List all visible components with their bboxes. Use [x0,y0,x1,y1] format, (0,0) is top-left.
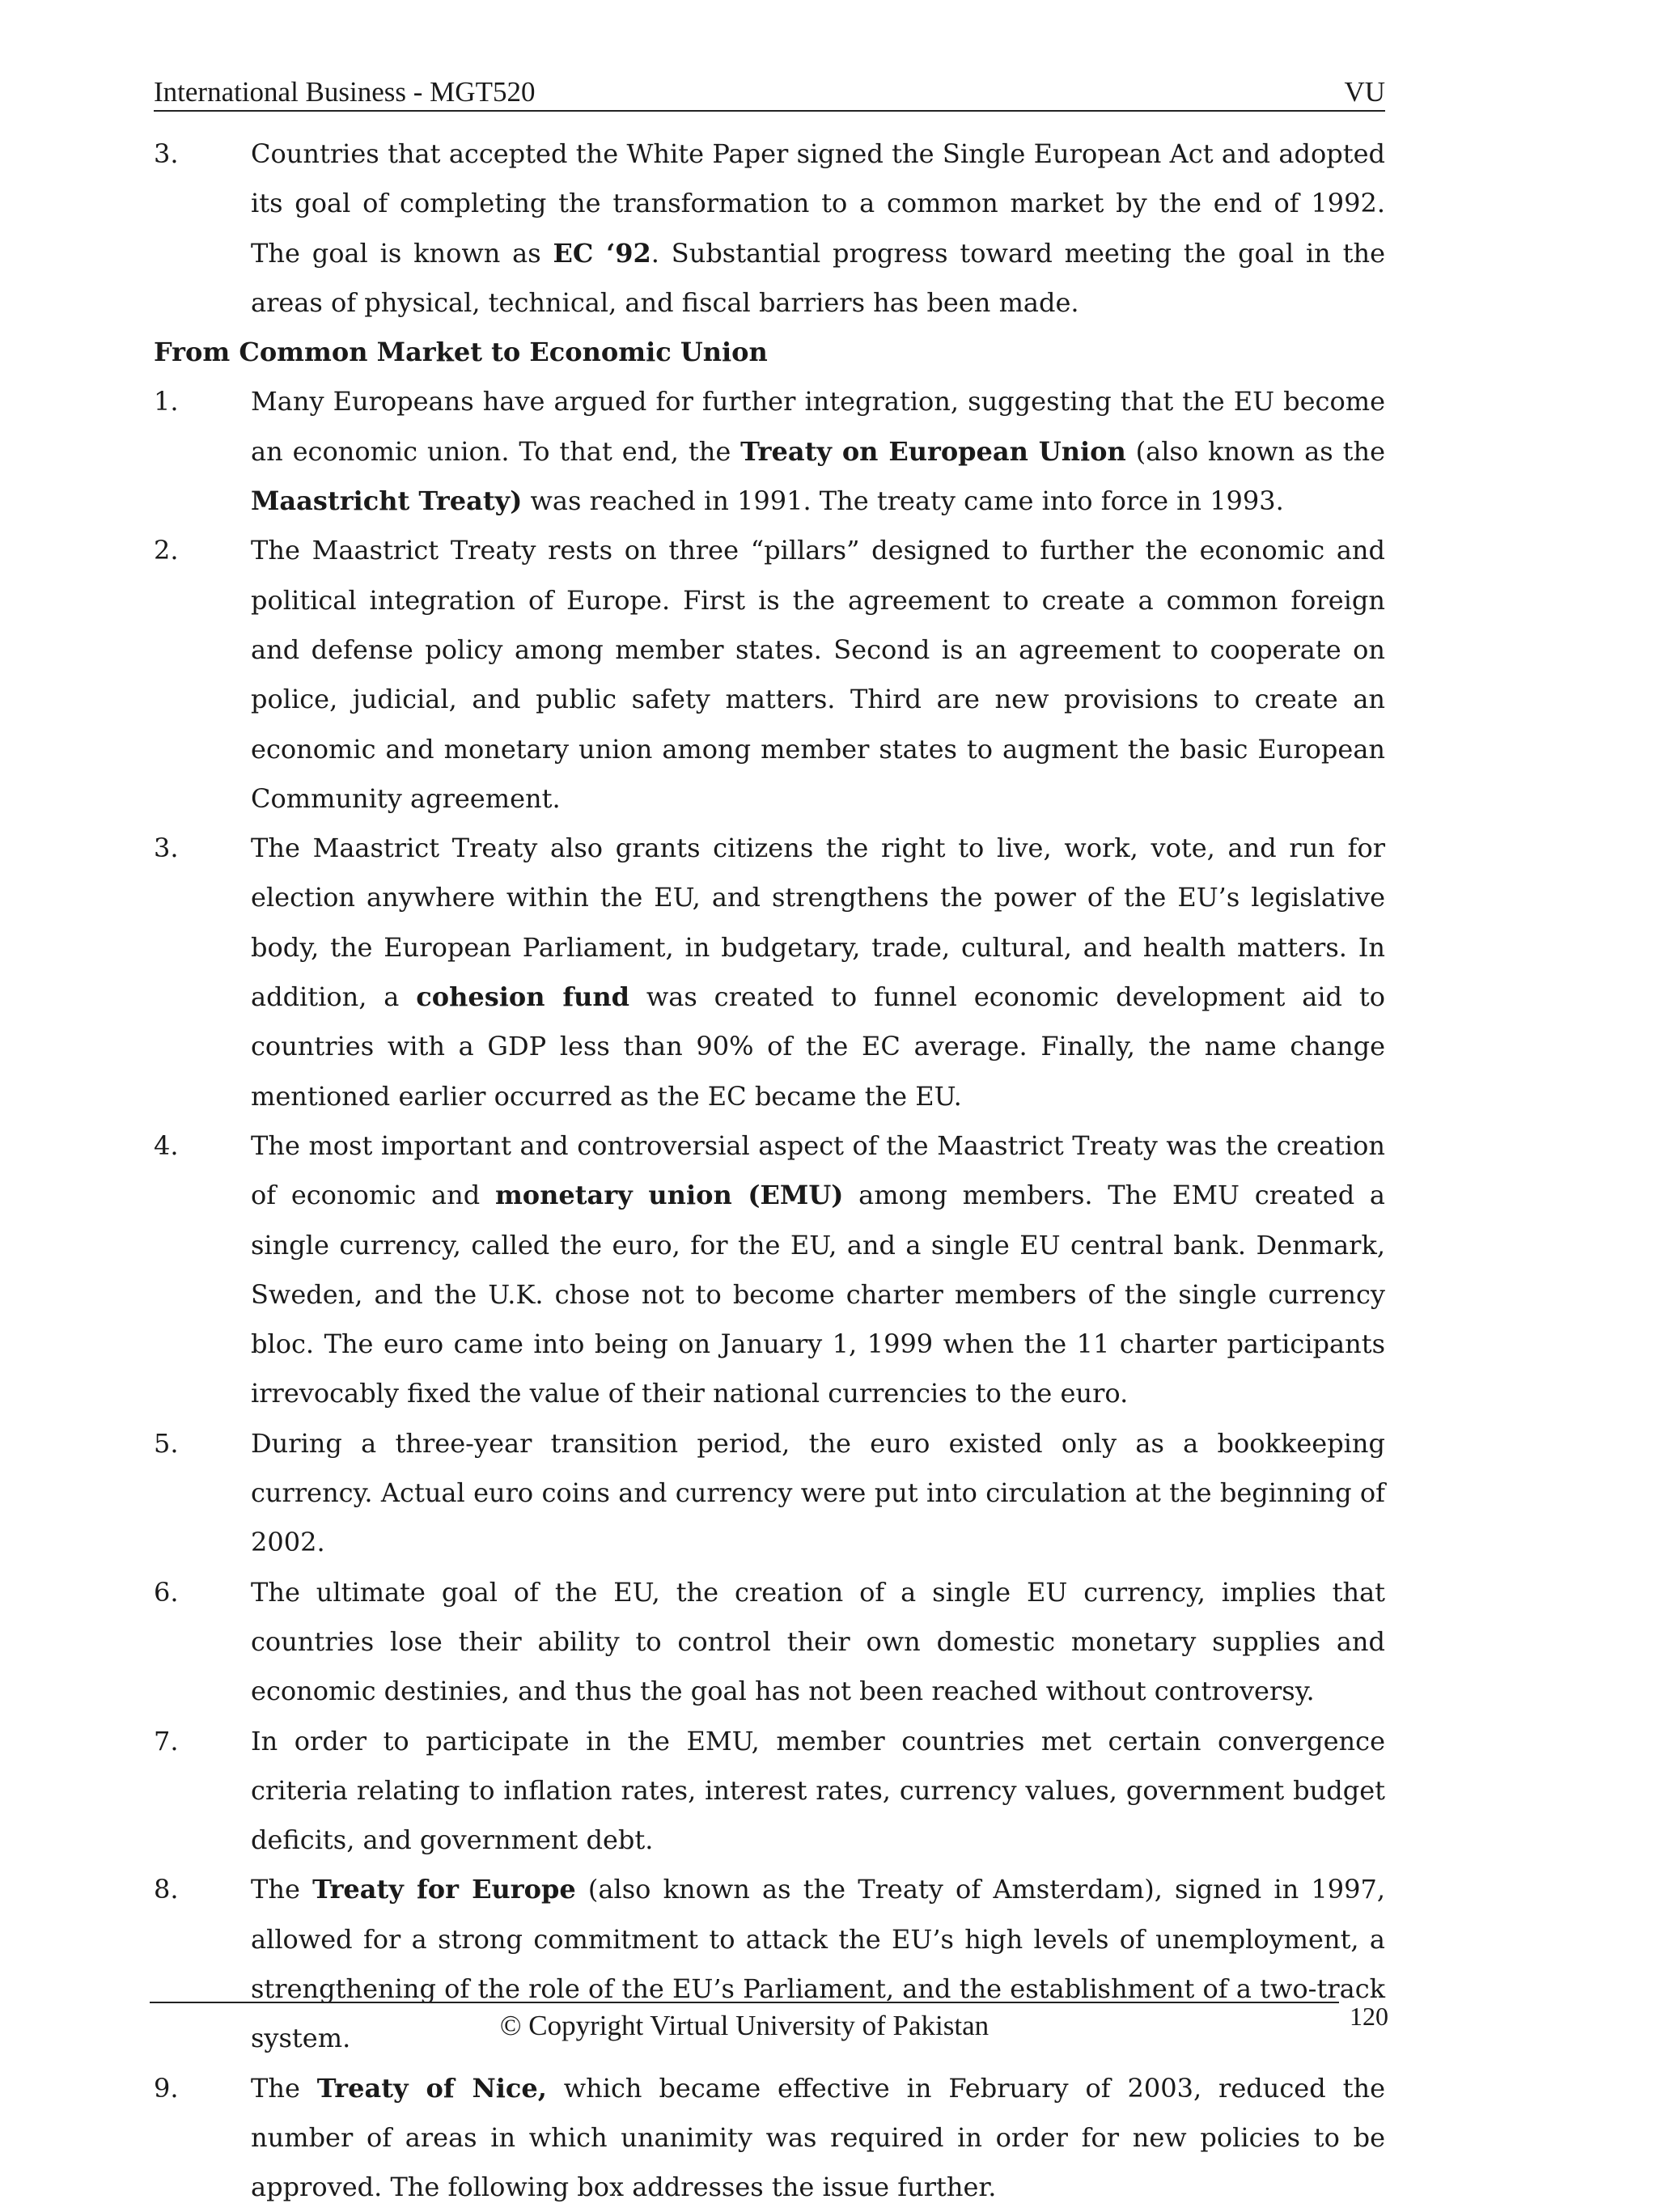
list-item [154,1419,1385,1568]
list-item [154,824,1385,1121]
item-number: 6. [154,1576,179,1608]
course-title: International Business - MGT520 [154,76,536,108]
item-text: The ultimate goal of the EU, the creation of a single EU currency, implies that countries lose their ability to control their own domestic monetary supplies and economic destinies, and thus the goal has not been reached without controversy. [251,1576,1385,1707]
item-text: which became effective in February of 2003, reduced the number of areas in which unanimity was required in order for new policies to be approved. The following box addresses the issue further. [251,2072,1385,2203]
item-number: 3. [154,833,179,864]
item-text: Many Europeans have argued for further integration, suggesting that the EU become an economic union. To that end, the [251,386,1385,467]
section-heading: From Common Market to Economic Union [154,337,768,368]
item-number: 3. [154,138,179,169]
bold-term: Treaty of Nice, [316,2072,547,2104]
item-number: 9. [154,2072,179,2104]
item-number: 5. [154,1427,179,1459]
list-item [154,2064,1385,2212]
list-item [154,1717,1385,1866]
bold-term: Treaty on European Union [740,435,1126,467]
item-text: was reached in 1991. The treaty came into force in 1993. [522,485,1284,517]
item-text: The [251,2072,317,2104]
page-header [154,74,1385,112]
item-text: In order to participate in the EMU, member countries met certain convergence criteria relating to inflation rates, interest rates, currency values, government budget deficits, and government debt. [251,1725,1385,1856]
bold-term: monetary union (EMU) [494,1180,844,1211]
item-text: . Substantial progress toward meeting the goal in the areas of physical, technical, and fiscal barriers has been made. [251,237,1386,318]
bold-term: Maastricht Treaty) [251,485,523,517]
bold-term: cohesion fund [416,981,630,1013]
item-number: 7. [154,1725,179,1756]
item-text: was created to funnel economic development aid to countries with a GDP less than 90% of the EC average. Finally, the name change mentioned earlier occurred as the EC became the EU. [251,981,1386,1112]
item-text: The [251,1874,313,1905]
item-number: 2. [154,535,179,566]
list-item [154,1121,1385,1419]
item-number: 4. [154,1129,179,1161]
bold-term: Treaty for Europe [312,1874,576,1905]
item-text: (also known as the [1125,435,1386,467]
list-item [154,526,1385,824]
document-body [154,129,1385,2212]
item-text: among members. The EMU created a single currency, called the euro, for the EU, and a single EU central bank. Denmark, Sweden, and the U.K. chose not to become charter members of the single currency bloc. The euro came into being on January 1, 1999 when the 11 charter participants irrevocably fixed the value of their national currencies to the euro. [251,1180,1386,1409]
item-text: The Maastrict Treaty rests on three “pillars” designed to further the economic and political integration of Europe. First is the agreement to create a common foreign and defense policy among member states. Second is an agreement to cooperate on police, judicial, and public safety matters. Third are new provisions to create an economic and monetary union among member states to augment the basic European Community agreement. [251,535,1385,814]
bold-term: EC ‘92 [553,237,651,269]
list-item [154,1568,1385,1717]
footer-divider [150,2002,1339,2003]
item-number: 1. [154,386,179,417]
item-text: Countries that accepted the White Paper signed the Single European Act and adopted its goal of completing the transformation to a common market by the end of 1992. The goal is known as [251,138,1385,269]
item-text: The Maastrict Treaty also grants citizens the right to live, work, vote, and run for election anywhere within the EU, and strengthens the power of the EU’s legislative body, the European Parliament, in budgetary, trade, cultural, and health matters. In addition, a [251,833,1385,1013]
page-number: 120 [1350,2002,1388,2031]
item-text: The most important and controversial aspect of the Maastrict Treaty was the creation of economic and [251,1129,1385,1211]
item-text: During a three-year transition period, the euro existed only as a bookkeeping currency. Actual euro coins and currency were put into circulation at the beginning of 2002. [251,1427,1385,1558]
institution-abbrev: VU [1344,76,1385,108]
copyright-notice: © Copyright Virtual University of Pakistan [499,2010,990,2041]
item-text: (also known as the Treaty of Amsterdam), signed in 1997, allowed for a strong commitment to attack the EU’s high levels of unemployment, a strengthening of the role of the EU’s Parliament, and the establishment of a two-track system. [251,1874,1386,2054]
list-item [154,129,1385,328]
item-number: 8. [154,1874,179,1905]
list-item [154,377,1385,526]
